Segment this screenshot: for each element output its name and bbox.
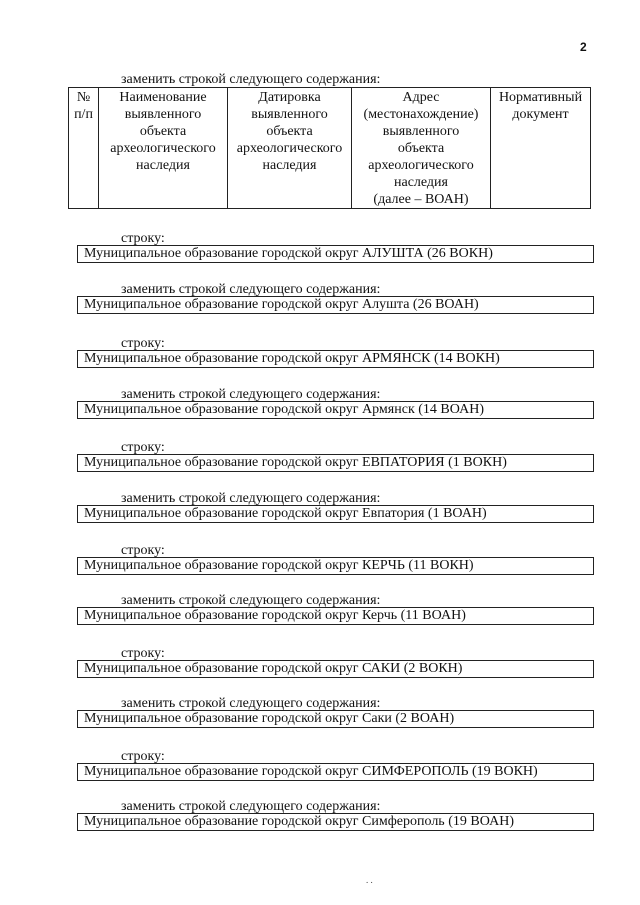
header-cell-address-text: Адрес (местонахождение) выявленного объекта археологического наследия (далее – ВОАН) <box>363 90 479 207</box>
block-row: Муниципальное образование городской округ АЛУШТА (26 ВОКН) <box>77 245 594 263</box>
block-row: Муниципальное образование городской округ Алушта (26 ВОАН) <box>77 296 594 314</box>
header-cell-number-text: № п/п <box>74 90 93 122</box>
block-label: строку: <box>121 231 165 246</box>
block-row: Муниципальное образование городской округ Саки (2 ВОАН) <box>77 710 594 728</box>
header-cell-document-text: Нормативный документ <box>498 90 583 122</box>
block-label: заменить строкой следующего содержания: <box>121 799 381 814</box>
block-label: заменить строкой следующего содержания: <box>121 491 381 506</box>
block-label: строку: <box>121 440 165 455</box>
footer-mark: . . <box>366 875 373 885</box>
block-row: Муниципальное образование городской округ Симферополь (19 ВОАН) <box>77 813 594 831</box>
header-cell-name-text: Наименование выявленного объекта археологического наследия <box>110 90 216 173</box>
page-number: 2 <box>580 40 587 54</box>
block-label: заменить строкой следующего содержания: <box>121 282 381 297</box>
block-label: строку: <box>121 646 165 661</box>
block-row: Муниципальное образование городской округ Евпатория (1 ВОАН) <box>77 505 594 523</box>
block-label: строку: <box>121 543 165 558</box>
block-row: Муниципальное образование городской округ Армянск (14 ВОАН) <box>77 401 594 419</box>
block-row: Муниципальное образование городской округ СИМФЕРОПОЛЬ (19 ВОКН) <box>77 763 594 781</box>
block-label: строку: <box>121 749 165 764</box>
block-row: Муниципальное образование городской округ АРМЯНСК (14 ВОКН) <box>77 350 594 368</box>
block-row: Муниципальное образование городской округ САКИ (2 ВОКН) <box>77 660 594 678</box>
header-cell-dating-text: Датировка выявленного объекта археологического наследия <box>236 90 343 173</box>
block-label: строку: <box>121 336 165 351</box>
block-label: заменить строкой следующего содержания: <box>121 387 381 402</box>
block-row: Муниципальное образование городской округ Керчь (11 ВОАН) <box>77 607 594 625</box>
header-intro: заменить строкой следующего содержания: <box>121 72 381 87</box>
block-row: Муниципальное образование городской округ КЕРЧЬ (11 ВОКН) <box>77 557 594 575</box>
block-label: заменить строкой следующего содержания: <box>121 593 381 608</box>
block-row: Муниципальное образование городской округ ЕВПАТОРИЯ (1 ВОКН) <box>77 454 594 472</box>
block-label: заменить строкой следующего содержания: <box>121 696 381 711</box>
